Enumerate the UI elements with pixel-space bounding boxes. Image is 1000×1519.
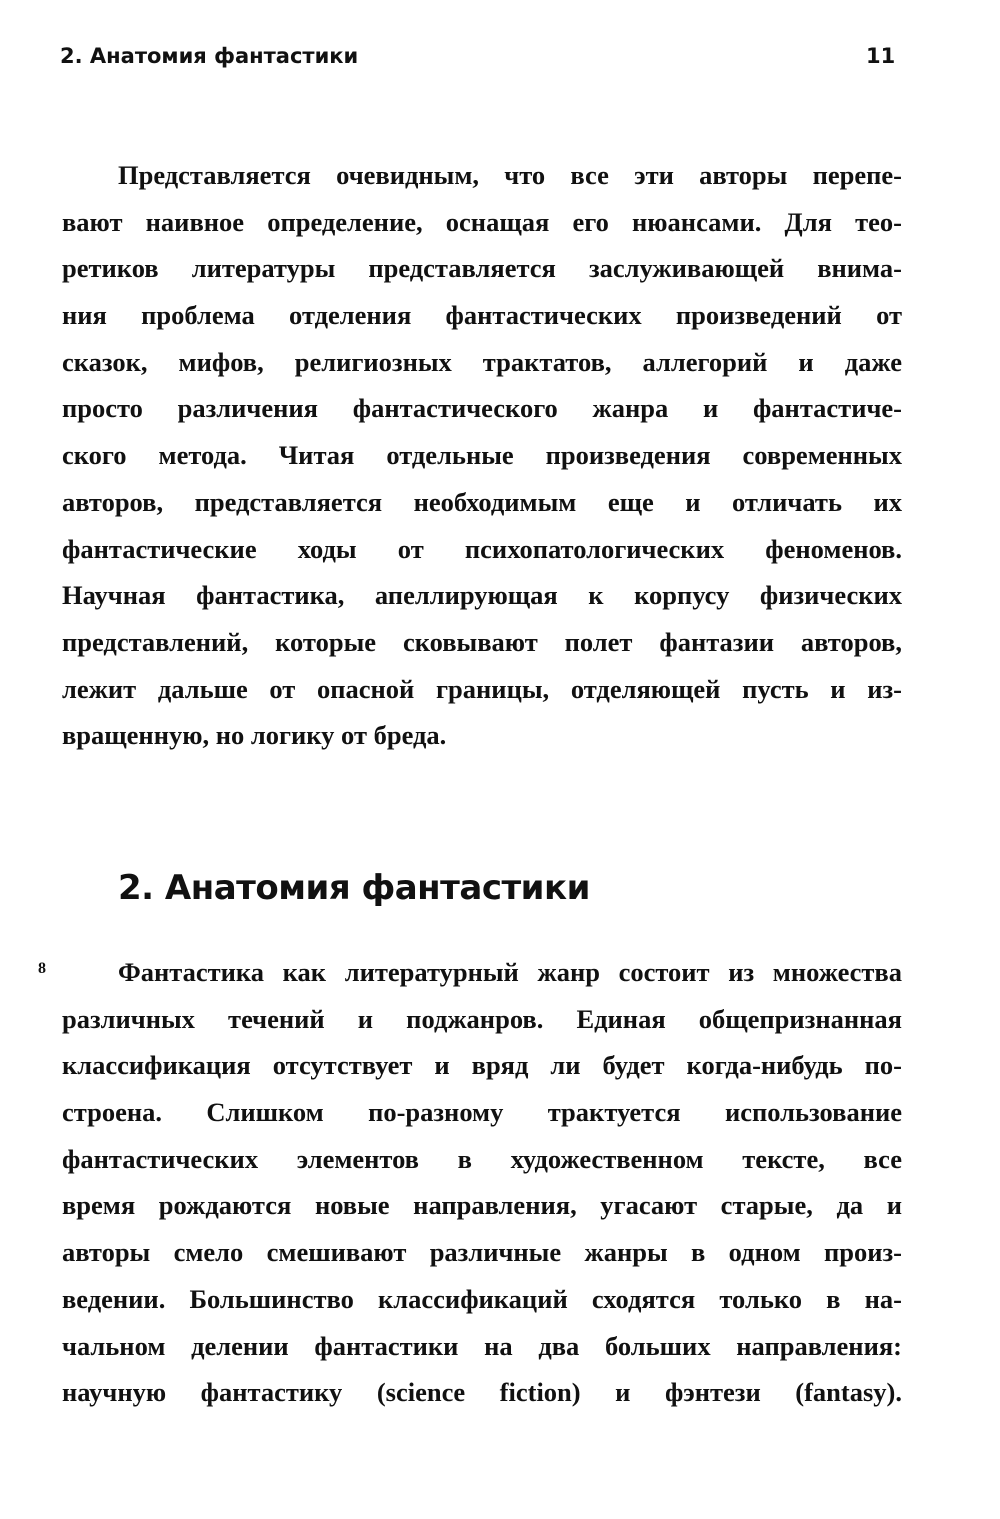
- text-line: авторы смело смешивают различные жанры в одном произ-: [62, 1237, 902, 1268]
- running-header-title: 2. Анатомия фантастики: [60, 44, 359, 68]
- text-line: фантастических элементов в художественном тексте, все: [62, 1143, 902, 1174]
- text-line: лежит дальше от опасной границы, отделяющей пусть и из-: [62, 673, 902, 704]
- text-line: ского метода. Читая отдельные произведения современных: [62, 440, 902, 471]
- text-line: Представляется очевидным, что все эти авторы перепе-: [118, 160, 902, 190]
- text-line: классификация отсутствует и вряд ли будет когда-нибудь по-: [62, 1050, 902, 1081]
- section-heading: 2. Анатомия фантастики: [118, 868, 590, 908]
- text-line: вращенную, но логику от бреда.: [62, 720, 447, 751]
- text-line: различных течений и поджанров. Единая общепризнанная: [62, 1003, 902, 1034]
- text-line: строена. Слишком по-разному трактуется использование: [62, 1097, 902, 1128]
- text-line: авторов, представляется необходимым еще и отличать их: [62, 486, 902, 517]
- text-line: ния проблема отделения фантастических произведений от: [62, 300, 902, 331]
- paragraph-1: [62, 152, 902, 759]
- margin-mark: 8: [38, 960, 46, 977]
- text-line: Фантастика как литературный жанр состоит из множества: [118, 957, 902, 987]
- text-line: вают наивное определение, оснащая его нюансами. Для тео-: [62, 206, 902, 237]
- text-line: фантастические ходы от психопатологических феноменов.: [62, 533, 902, 564]
- text-line: Научная фантастика, апеллирующая к корпусу физических: [62, 580, 902, 611]
- text-line: сказок, мифов, религиозных трактатов, аллегорий и даже: [62, 346, 902, 377]
- text-line: просто различения фантастического жанра и фантастиче-: [62, 393, 902, 424]
- text-line: время рождаются новые направления, угасают старые, да и: [62, 1190, 902, 1221]
- text-line: ведении. Большинство классификаций сходятся только в на-: [62, 1283, 902, 1314]
- page-number: 11: [866, 44, 896, 68]
- paragraph-2: [62, 949, 902, 1416]
- text-line: ретиков литературы представляется заслуживающей внима-: [62, 253, 902, 284]
- text-line: чальном делении фантастики на два больших направления:: [62, 1330, 902, 1361]
- text-line: представлений, которые сковывают полет фантазии авторов,: [62, 626, 902, 657]
- text-line: научную фантастику (science fiction) и фэнтези (fantasy).: [62, 1377, 902, 1408]
